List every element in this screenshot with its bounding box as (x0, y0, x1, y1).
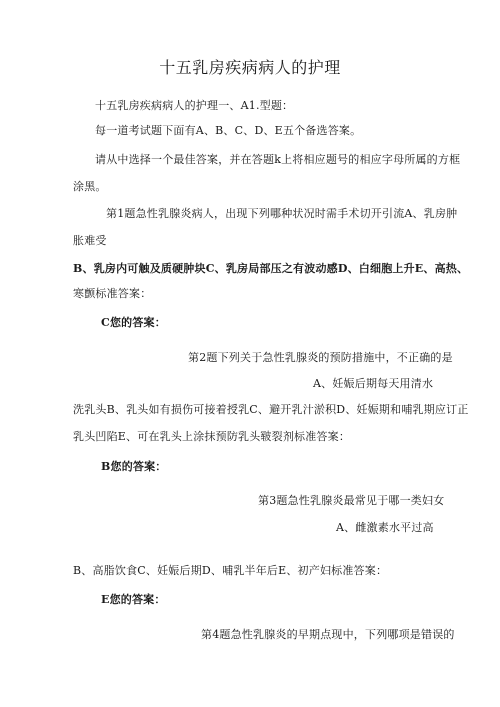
document-line: 乳头凹陷E、可在乳头上涂抹预防乳头皲裂剂标准答案： (73, 430, 351, 443)
document-line: 第1题急性乳腺炎病人，出现下列哪种状况时需手术切开引流A、乳房肿 (106, 207, 458, 220)
document-line: 洗乳头B、乳头如有损伤可接着授乳C、避开乳汁淤积D、妊娠期和哺乳期应订正 (73, 403, 469, 416)
document-line: A、雌激素水平过高 (336, 521, 434, 534)
document-line: 每一道考试题下面有A、B、C、D、E五个备选答案。 (95, 124, 362, 137)
document-line: 十五乳房疾病病人的护理一、A1.型题： (95, 99, 294, 112)
document-line: 请从中选择一个最佳答案，并在答题k上将相应题号的相应字母所属的方框 (95, 153, 461, 166)
document-line: 第2题下列关于急性乳腺炎的预防措施中，不正确的是 (188, 351, 453, 364)
document-line: 胀难受 (73, 234, 107, 247)
document-line: 第4题急性乳腺炎的早期点现中，下列哪项是错误的 (201, 628, 455, 641)
document-line: 涂黑。 (73, 180, 107, 193)
document-line: E您的答案： (101, 593, 166, 606)
document-line: 寒颤标准答案： (73, 287, 152, 300)
document-line: A、妊娠后期每天用清水 (313, 377, 434, 390)
document-title: 十五乳房疾病病人的护理 (159, 58, 341, 77)
document-line: B、高脂饮食C、妊娠后期D、哺乳半年后E、初产妇标准答案： (73, 564, 388, 577)
document-line: C您的答案： (101, 316, 166, 329)
document-line: B您的答案： (101, 460, 167, 473)
document-line: B、乳房内可触及质硬肿块C、乳房局部压之有波动感D、白细胞上升E、高热、 (73, 262, 469, 275)
document-line: 第3题急性乳腺炎最常见于哪一类妇女 (258, 494, 445, 507)
